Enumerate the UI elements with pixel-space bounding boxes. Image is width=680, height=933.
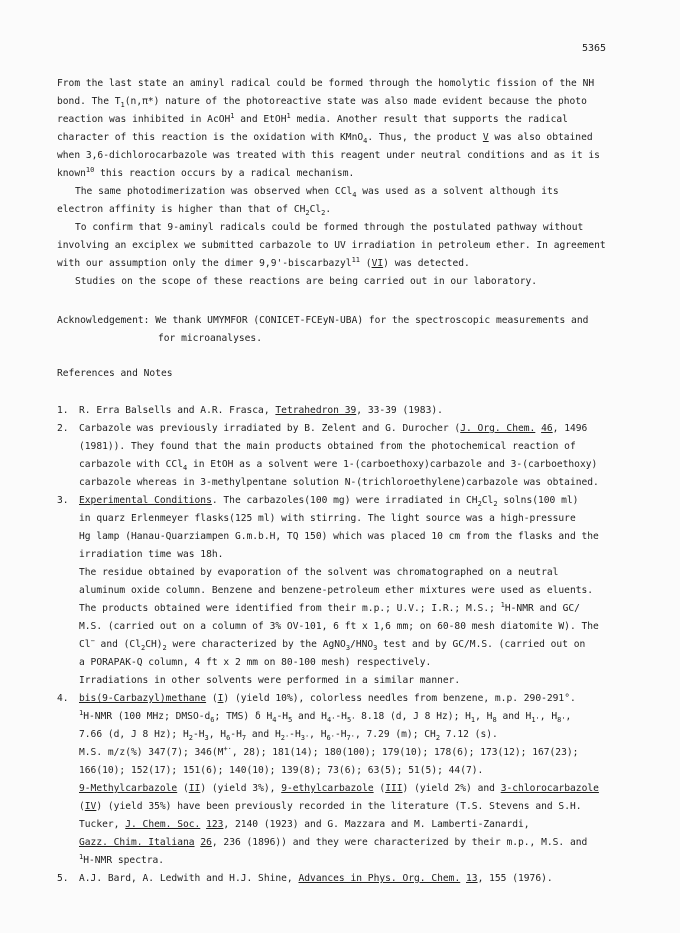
text-span: -H bbox=[289, 729, 301, 740]
reference-item bbox=[57, 420, 647, 438]
text-span: character of this reaction is the oxidation with KMnO bbox=[57, 132, 364, 143]
text-span: Cl bbox=[79, 639, 91, 650]
references-list bbox=[57, 402, 647, 888]
text-span: 1 bbox=[286, 111, 291, 120]
text-span: Cl bbox=[481, 495, 494, 506]
text-span: 4 bbox=[363, 136, 368, 145]
text-span: H-NMR (100 MHz; DMSO-d bbox=[83, 711, 211, 722]
text-span: test and by GC/M.S. (carried out on bbox=[377, 639, 586, 650]
text-span: 2 bbox=[493, 499, 498, 508]
text-span: irradiation time was 18h. bbox=[79, 549, 224, 560]
text-span: Experimental Conditions bbox=[79, 495, 212, 506]
text-line bbox=[57, 528, 647, 546]
text-span: 2' bbox=[280, 733, 290, 742]
text-span: ) was detected. bbox=[383, 258, 470, 269]
text-span: 5. bbox=[57, 873, 69, 884]
text-span: Gazz. Chim. Italiana bbox=[79, 837, 195, 848]
text-span: 9-ethylcarbazole bbox=[281, 783, 374, 794]
text-span: 2. bbox=[57, 423, 69, 434]
text-span: 123 bbox=[206, 819, 224, 830]
text-span: 13 bbox=[466, 873, 478, 884]
text-span: Advances in Phys. Org. Chem. bbox=[298, 873, 461, 884]
text-span: To confirm that 9-aminyl radicals could be formed through the postulated pathway without bbox=[75, 222, 584, 233]
text-line bbox=[57, 654, 647, 672]
text-span: 3' bbox=[300, 733, 310, 742]
text-span: , bbox=[565, 711, 572, 722]
text-span: 166(10); 152(17); 151(6); 140(10); 139(8); 73(6); 63(5); 51(5); 44(7). bbox=[79, 765, 484, 776]
text-span: V bbox=[482, 132, 489, 143]
text-span: -H bbox=[334, 729, 347, 740]
text-span: 4 bbox=[182, 463, 188, 472]
text-span: ) (yield 35%) have been previously recorded in the literature (T.S. Stevens and S.H. bbox=[96, 801, 582, 812]
text-span: ) (yield 10%), colorless needles from benzene, m.p. 290-291°. bbox=[223, 693, 576, 704]
text-span: 4 bbox=[272, 715, 277, 724]
text-span: +· bbox=[223, 744, 232, 753]
text-line bbox=[57, 201, 647, 219]
text-line bbox=[57, 852, 647, 870]
text-span: 2 bbox=[141, 643, 146, 652]
text-span: , H bbox=[475, 711, 493, 722]
text-span: Tucker, bbox=[79, 819, 126, 830]
text-span: 2 bbox=[162, 643, 167, 652]
text-line bbox=[57, 762, 647, 780]
text-span: J. Org. Chem. bbox=[460, 423, 536, 434]
text-span: 2 bbox=[477, 499, 482, 508]
text-line bbox=[57, 618, 647, 636]
text-line bbox=[57, 546, 647, 564]
text-span: , 2140 (1923) and G. Mazzara and M. Lamberti-Zanardi, bbox=[223, 819, 530, 830]
text-span: 2 bbox=[188, 733, 193, 742]
text-span: , H bbox=[208, 729, 227, 740]
text-span: aluminum oxide column. Benzene and benzene-petroleum ether mixtures were used as eluents. bbox=[79, 585, 594, 596]
text-span: . Thus, the product bbox=[367, 132, 483, 143]
text-span: 6 bbox=[226, 733, 231, 742]
text-span: with our assumption only the dimer 9,9'-biscarbazyl bbox=[57, 258, 352, 269]
text-span: 1 bbox=[230, 111, 235, 120]
text-span: H-NMR spectra. bbox=[83, 855, 165, 866]
text-span: A.J. Bard, A. Ledwith and H.J. Shine, bbox=[79, 873, 299, 884]
reference-item bbox=[57, 870, 647, 888]
text-span: M.S. (carried out on a column of 3% OV-101, 6 ft x 1,6 mm; on 60-80 mesh diatomite W). The bbox=[79, 621, 599, 632]
text-span: in quarz Erlenmeyer flasks(125 ml) with stirring. The light source was a high-pressure bbox=[79, 513, 576, 524]
text-span: 1 bbox=[500, 600, 505, 609]
text-span: a PORAPAK-Q column, 4 ft x 2 mm on 80-100 mesh) respectively. bbox=[79, 657, 432, 668]
text-span: J. Chem. Soc. bbox=[125, 819, 201, 830]
text-line bbox=[57, 600, 647, 618]
text-span: 1. bbox=[57, 405, 69, 416]
text-span: -H bbox=[335, 711, 347, 722]
text-span: (n,π*) nature of the photoreactive state was also made evident because the photo bbox=[124, 96, 587, 107]
text-line: for microanalyses. bbox=[158, 333, 262, 344]
text-line bbox=[57, 780, 647, 798]
text-span: 1' bbox=[531, 715, 540, 724]
text-line bbox=[57, 237, 647, 255]
text-span: and H bbox=[246, 729, 281, 740]
reference-item bbox=[57, 492, 647, 510]
text-line bbox=[57, 165, 647, 183]
text-span: R. Erra Balsells and A.R. Frasca, bbox=[79, 405, 276, 416]
text-span: were characterized by the AgNO bbox=[166, 639, 346, 650]
text-span: Studies on the scope of these reactions are being carried out in our laboratory. bbox=[75, 276, 538, 287]
text-span: ( bbox=[373, 783, 386, 794]
text-line bbox=[57, 582, 647, 600]
text-span: 1 bbox=[470, 715, 476, 724]
text-line bbox=[57, 798, 647, 816]
text-span: Carbazole was previously irradiated by B. Zelent and G. Durocher ( bbox=[79, 423, 461, 434]
text-span: 9-Methylcarbazole bbox=[79, 783, 178, 794]
text-span: Irradiations in other solvents were performed in a similar manner. bbox=[79, 675, 461, 686]
text-span: − bbox=[90, 636, 95, 645]
text-span: ) (yield 3%), bbox=[200, 783, 282, 794]
text-span: ( bbox=[206, 693, 218, 704]
text-span: 10 bbox=[85, 165, 95, 174]
text-line bbox=[57, 111, 647, 129]
text-span: 3. bbox=[57, 495, 69, 506]
text-span: this reaction occurs by a radical mechanism. bbox=[94, 168, 355, 179]
text-span: The same photodimerization was observed when CCl bbox=[75, 186, 353, 197]
text-span: 1 bbox=[79, 852, 84, 861]
text-span: -H bbox=[230, 729, 242, 740]
reference-item bbox=[57, 690, 647, 708]
text-span: IV bbox=[84, 801, 97, 812]
text-line bbox=[57, 564, 647, 582]
text-span: , 1496 bbox=[552, 423, 588, 434]
text-span: bond. The T bbox=[57, 96, 121, 107]
text-span: 4 bbox=[352, 190, 357, 199]
text-span: was used as a solvent although its bbox=[356, 186, 559, 197]
text-span: ) (yield 2%) and bbox=[402, 783, 501, 794]
text-span: 26 bbox=[200, 837, 212, 848]
page-number: 5365 bbox=[582, 43, 607, 54]
text-span: . bbox=[325, 204, 332, 215]
text-span: 7.12 (s). bbox=[440, 729, 498, 740]
text-span: 11 bbox=[351, 255, 361, 264]
text-line bbox=[57, 75, 647, 93]
text-span: The residue obtained by evaporation of the solvent was chromatographed on a neutral bbox=[79, 567, 559, 578]
text-span: carbazole whereas in 3-methylpentane solution N-(trichloroethylene)carbazole was obtained. bbox=[79, 477, 599, 488]
text-line bbox=[57, 816, 647, 834]
text-span: 3-chlorocarbazole bbox=[500, 783, 599, 794]
text-span: References and Notes bbox=[57, 368, 173, 379]
text-span: 2 bbox=[435, 733, 441, 742]
text-span: 2 bbox=[321, 208, 326, 217]
text-span: involving an exciplex we submitted carbazole to UV irradiation in petroleum ether. In agreement bbox=[57, 240, 606, 251]
text-span: 8' bbox=[557, 715, 566, 724]
text-span: and H bbox=[292, 711, 327, 722]
text-span: CH) bbox=[145, 639, 163, 650]
text-span: 3 bbox=[373, 643, 378, 652]
text-span: Cl bbox=[309, 204, 322, 215]
text-span: 3 bbox=[345, 643, 351, 652]
text-span: , 28); 181(14); 180(100); 179(10); 178(6); 173(12); 167(23); bbox=[231, 747, 579, 758]
text-span: Hg lamp (Hanau-Quarziampen G.m.b.H, TQ 150) which was placed 10 cm from the flasks and the bbox=[79, 531, 599, 542]
text-span: 5 bbox=[288, 715, 293, 724]
text-span: 3 bbox=[204, 733, 209, 742]
reference-item bbox=[57, 402, 647, 420]
text-span: . The carbazoles(100 mg) were irradiated in CH bbox=[211, 495, 478, 506]
text-span: known bbox=[57, 168, 86, 179]
text-line: Acknowledgement: We thank UMYMFOR (CONICET-FCEyN-UBA) for the spectroscopic measurements and bbox=[57, 315, 589, 326]
text-span: bis(9-Carbazyl)methane bbox=[79, 693, 207, 704]
text-span: media. Another result that supports the radical bbox=[290, 114, 568, 125]
text-span: 2 bbox=[305, 208, 310, 217]
text-line bbox=[57, 438, 647, 456]
text-span: 46 bbox=[541, 423, 553, 434]
text-span: II bbox=[188, 783, 201, 794]
text-line bbox=[57, 456, 647, 474]
text-span: 8.18 (d, J 8 Hz); H bbox=[355, 711, 471, 722]
text-span: electron affinity is higher than that of CH bbox=[57, 204, 306, 215]
text-line bbox=[57, 510, 647, 528]
text-span: 1 bbox=[120, 100, 125, 109]
text-span: and (Cl bbox=[94, 639, 141, 650]
text-line bbox=[57, 147, 647, 165]
text-span: 8 bbox=[492, 715, 497, 724]
text-span: III bbox=[385, 783, 403, 794]
text-span: was also obtained bbox=[488, 132, 593, 143]
text-span: ; TMS) δ H bbox=[214, 711, 273, 722]
text-line bbox=[57, 744, 647, 762]
text-span: , H bbox=[539, 711, 558, 722]
text-span: 5' bbox=[346, 715, 356, 724]
body-text bbox=[57, 75, 647, 291]
text-span: 4. bbox=[57, 693, 69, 704]
text-span: , 7.29 (m); CH bbox=[354, 729, 436, 740]
text-span: /HNO bbox=[350, 639, 374, 650]
text-span: I bbox=[217, 693, 224, 704]
text-span: (1981)). They found that the main products obtained from the photochemical reaction of bbox=[79, 441, 576, 452]
text-span: The products obtained were identified from their m.p.; U.V.; I.R.; M.S.; bbox=[79, 603, 501, 614]
text-span: when 3,6-dichlorocarbazole was treated with this reagent under neutral conditions and as it is bbox=[57, 150, 600, 161]
text-span: 1 bbox=[79, 708, 84, 717]
text-span: 7 bbox=[241, 733, 247, 742]
text-line bbox=[57, 672, 647, 690]
text-span: ( bbox=[79, 801, 85, 812]
text-span: carbazole with CCl bbox=[79, 459, 183, 470]
text-line bbox=[57, 93, 647, 111]
text-span: H-NMR and GC/ bbox=[504, 603, 580, 614]
text-span: Tetrahedron 39 bbox=[275, 405, 357, 416]
text-line bbox=[57, 273, 647, 291]
text-span: -H bbox=[276, 711, 289, 722]
text-span: , 155 (1976). bbox=[477, 873, 553, 884]
text-span: and EtOH bbox=[234, 114, 287, 125]
text-span: 7' bbox=[346, 733, 355, 742]
text-span: -H bbox=[192, 729, 205, 740]
text-line bbox=[57, 636, 647, 654]
text-span: M.S. m/z(%) 347(7); 346(M bbox=[79, 747, 224, 758]
text-span: , 33-39 (1983). bbox=[356, 405, 443, 416]
text-span: solns(100 ml) bbox=[497, 495, 579, 506]
text-span: in EtOH as a solvent were 1-(carboethoxy)carbazole and 3-(carboethoxy) bbox=[187, 459, 598, 470]
text-span: 6 bbox=[210, 715, 215, 724]
acknowledgement bbox=[57, 312, 647, 348]
text-line bbox=[57, 183, 647, 201]
text-line bbox=[57, 255, 647, 273]
references-heading bbox=[57, 365, 647, 383]
text-span: From the last state an aminyl radical could be formed through the homolytic fission of the NH bbox=[57, 78, 595, 89]
text-line bbox=[57, 726, 647, 744]
text-span: ( bbox=[177, 783, 189, 794]
text-line bbox=[57, 708, 647, 726]
text-span: reaction was inhibited in AcOH bbox=[57, 114, 231, 125]
text-span: 4' bbox=[326, 715, 336, 724]
text-span: VI bbox=[371, 258, 384, 269]
text-span: , 236 (1896)) and they were characterized by their m.p., M.S. and bbox=[211, 837, 588, 848]
text-span: and H bbox=[496, 711, 532, 722]
text-line bbox=[57, 474, 647, 492]
text-line bbox=[57, 129, 647, 147]
text-span: ( bbox=[360, 258, 372, 269]
text-line bbox=[57, 219, 647, 237]
text-span: , H bbox=[309, 729, 327, 740]
text-line bbox=[57, 834, 647, 852]
text-span: 7.66 (d, J 8 Hz); H bbox=[79, 729, 189, 740]
text-span: 6' bbox=[326, 733, 335, 742]
